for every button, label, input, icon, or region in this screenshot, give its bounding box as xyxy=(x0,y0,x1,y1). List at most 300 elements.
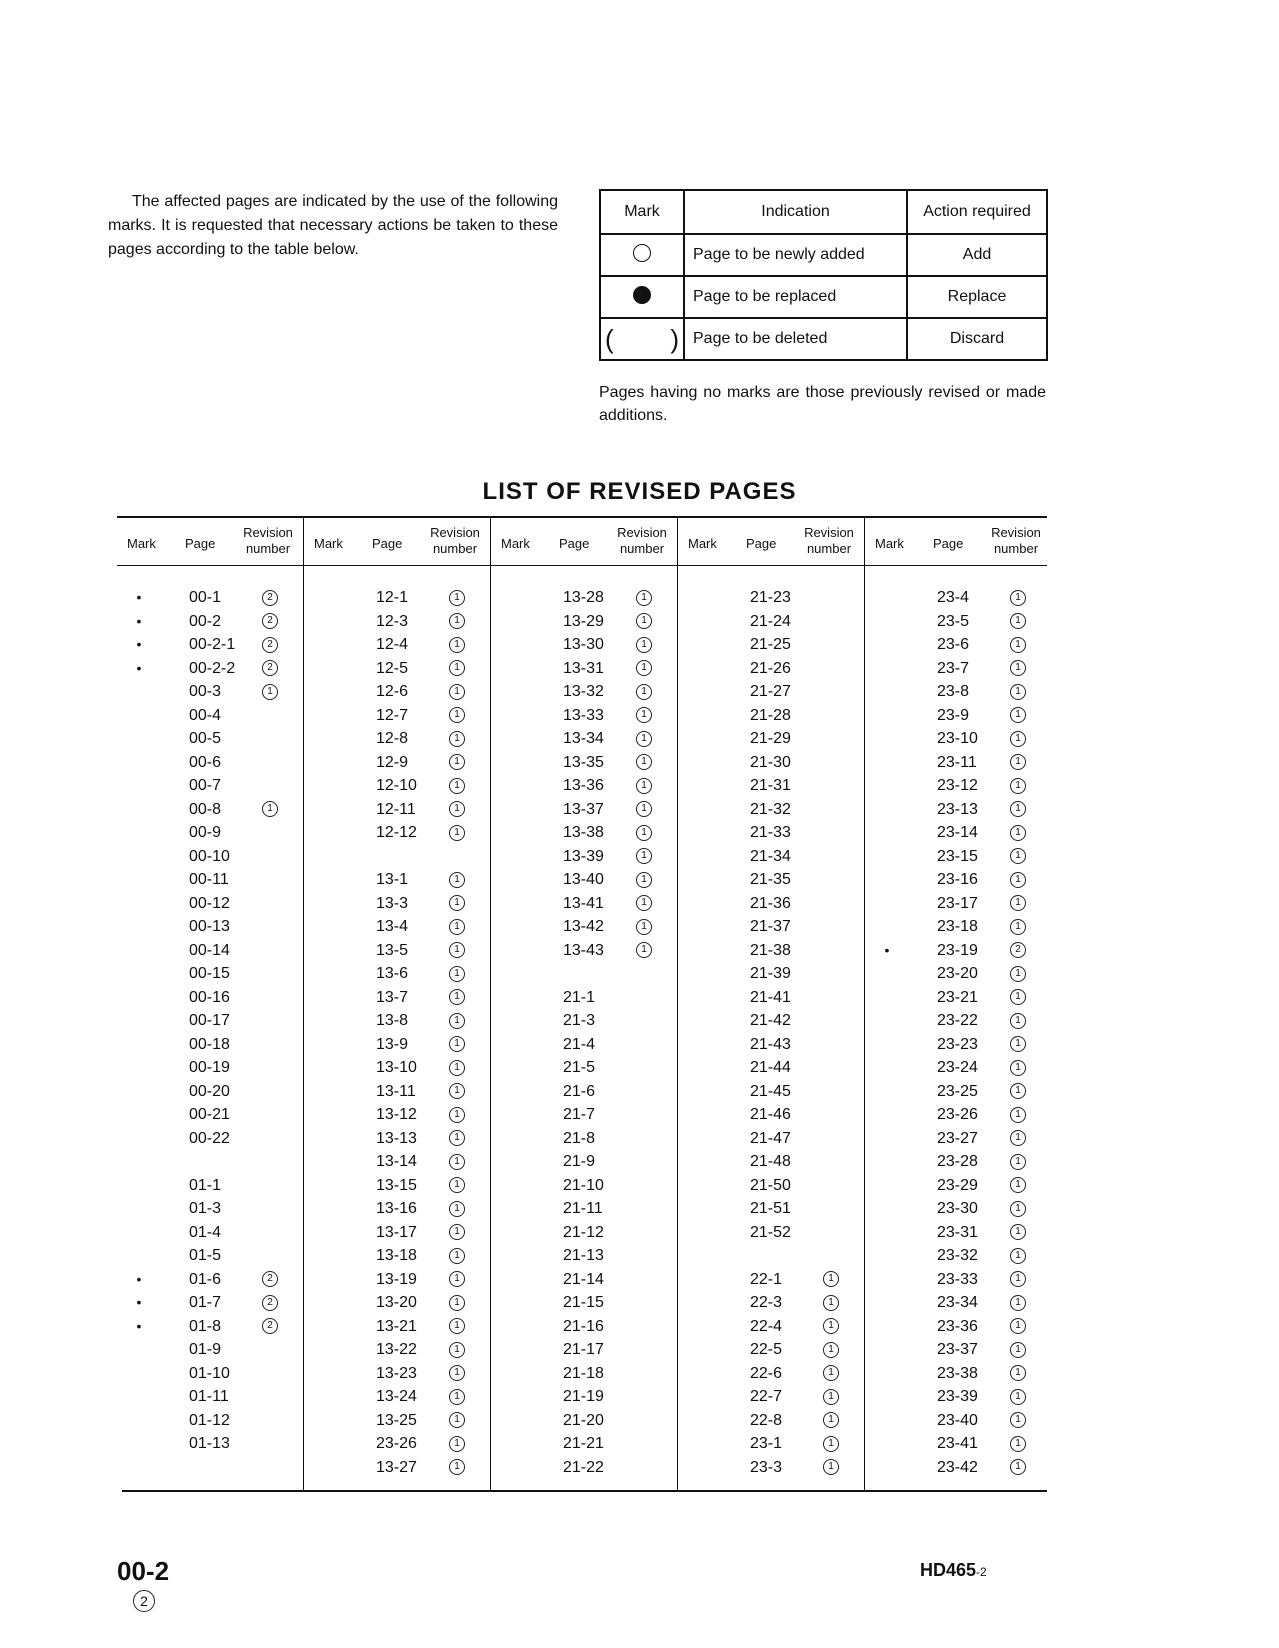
row-page: 21-29 xyxy=(750,730,791,747)
list-row xyxy=(304,1221,490,1245)
revision-badge: 1 xyxy=(1010,1224,1026,1240)
row-page: 13-31 xyxy=(563,659,604,677)
revision-badge: 1 xyxy=(449,1154,465,1170)
list-row xyxy=(117,1103,303,1127)
revision-badge: 1 xyxy=(449,966,465,982)
list-row xyxy=(678,1291,864,1315)
list-row xyxy=(678,1432,864,1456)
row-page: 21-36 xyxy=(750,894,791,912)
revision-badge: 1 xyxy=(449,684,465,700)
revision-badge: 1 xyxy=(636,590,652,606)
list-row xyxy=(491,774,677,798)
row-revision xyxy=(633,751,655,775)
footer-model xyxy=(920,1560,987,1581)
action-cell: Add xyxy=(907,234,1047,276)
list-row xyxy=(491,586,677,610)
marks-row-add xyxy=(600,234,1047,276)
mark-cell xyxy=(600,234,684,276)
revision-badge: 1 xyxy=(449,1342,465,1358)
list-row xyxy=(865,586,1051,610)
row-page: 21-17 xyxy=(563,1341,604,1358)
row-page: 13-29 xyxy=(563,612,604,630)
row-page: 13-14 xyxy=(376,1153,417,1170)
revision-badge: 1 xyxy=(1010,1318,1026,1334)
row-page: 23-18 xyxy=(937,918,978,935)
revised-pages-column xyxy=(304,518,491,1492)
row-page: 21-22 xyxy=(563,1458,604,1476)
row-revision xyxy=(633,915,655,939)
row-page: 21-52 xyxy=(750,1223,791,1241)
row-page: 21-9 xyxy=(563,1153,596,1170)
list-row xyxy=(678,586,864,610)
list-row xyxy=(865,1056,1051,1080)
row-page: 21-43 xyxy=(750,1035,791,1053)
header-mark: Mark xyxy=(600,190,684,234)
column-body xyxy=(304,566,490,1479)
row-page: 13-13 xyxy=(376,1129,417,1147)
row-revision xyxy=(820,1385,842,1409)
revision-badge: 1 xyxy=(1010,754,1026,770)
list-row xyxy=(491,821,677,845)
list-row xyxy=(865,962,1051,986)
list-row xyxy=(491,680,677,704)
revision-badge: 1 xyxy=(262,684,278,700)
row-mark: • xyxy=(136,589,142,605)
revision-badge: 1 xyxy=(449,1436,465,1452)
list-row xyxy=(678,633,864,657)
list-row xyxy=(678,1150,864,1174)
row-revision xyxy=(633,845,655,869)
list-row xyxy=(304,962,490,986)
list-row xyxy=(117,1385,303,1409)
revision-badge: 1 xyxy=(262,801,278,817)
row-revision xyxy=(820,1291,842,1315)
list-row xyxy=(304,633,490,657)
revision-badge: 1 xyxy=(1010,1036,1026,1052)
revision-badge: 1 xyxy=(1010,895,1026,911)
row-page: 01-12 xyxy=(189,1411,230,1429)
list-row xyxy=(678,680,864,704)
list-row xyxy=(304,1315,490,1339)
list-row xyxy=(865,939,1051,963)
row-page: 21-35 xyxy=(750,871,791,888)
revision-badge: 1 xyxy=(1010,1060,1026,1076)
row-page: 13-4 xyxy=(376,918,409,935)
row-revision xyxy=(446,798,468,822)
list-row xyxy=(865,610,1051,634)
row-page: 12-10 xyxy=(376,777,417,794)
revision-badge: 1 xyxy=(1010,1177,1026,1193)
row-revision xyxy=(446,1409,468,1433)
row-page: 13-16 xyxy=(376,1200,417,1217)
col-head-mark: Mark xyxy=(501,536,530,551)
row-page: 21-37 xyxy=(750,918,791,935)
row-revision xyxy=(820,1362,842,1386)
row-revision xyxy=(1007,1338,1029,1362)
row-revision xyxy=(446,657,468,681)
list-row xyxy=(678,1033,864,1057)
row-page: 22-4 xyxy=(750,1317,783,1335)
list-row xyxy=(117,1315,303,1339)
row-page: 13-41 xyxy=(563,894,604,912)
row-page: 21-27 xyxy=(750,683,791,700)
row-revision xyxy=(446,1362,468,1386)
header-indication: Indication xyxy=(684,190,907,234)
revision-badge: 1 xyxy=(636,613,652,629)
row-page: 21-42 xyxy=(750,1012,791,1029)
revision-badge: 1 xyxy=(449,590,465,606)
revision-badge: 2 xyxy=(262,1318,278,1334)
revision-badge: 1 xyxy=(636,731,652,747)
row-page: 00-8 xyxy=(189,800,222,818)
row-page: 00-22 xyxy=(189,1129,230,1147)
list-row xyxy=(117,1409,303,1433)
list-row xyxy=(117,657,303,681)
row-page: 00-17 xyxy=(189,1012,230,1029)
list-row xyxy=(304,610,490,634)
revision-badge: 1 xyxy=(1010,637,1026,653)
row-page: 22-7 xyxy=(750,1388,783,1405)
row-page: 21-8 xyxy=(563,1129,596,1147)
row-page: 13-36 xyxy=(563,777,604,794)
indication-cell: Page to be newly added xyxy=(684,234,907,276)
row-revision xyxy=(1007,962,1029,986)
revision-badge: 1 xyxy=(636,684,652,700)
row-page: 23-22 xyxy=(937,1012,978,1029)
row-page: 12-6 xyxy=(376,683,409,700)
list-row xyxy=(491,1197,677,1221)
revision-badge: 1 xyxy=(449,731,465,747)
row-page: 13-24 xyxy=(376,1388,417,1405)
row-revision xyxy=(1007,657,1029,681)
row-revision xyxy=(1007,1362,1029,1386)
list-row xyxy=(491,1362,677,1386)
list-row xyxy=(304,939,490,963)
column-body xyxy=(865,566,1051,1479)
revision-badge: 1 xyxy=(823,1295,839,1311)
row-page: 01-9 xyxy=(189,1341,222,1358)
list-row xyxy=(117,1080,303,1104)
list-row xyxy=(117,586,303,610)
list-row xyxy=(304,1033,490,1057)
row-page: 13-34 xyxy=(563,730,604,747)
revision-badge: 1 xyxy=(449,825,465,841)
list-row xyxy=(678,1221,864,1245)
list-row xyxy=(491,1174,677,1198)
revision-badge: 1 xyxy=(1010,1154,1026,1170)
row-revision xyxy=(446,1174,468,1198)
row-page: 00-18 xyxy=(189,1035,230,1053)
list-row xyxy=(491,986,677,1010)
footer-revision xyxy=(133,1590,155,1612)
action-cell: Discard xyxy=(907,318,1047,360)
row-page: 21-51 xyxy=(750,1200,791,1217)
revision-badge: 1 xyxy=(449,754,465,770)
list-row xyxy=(491,727,677,751)
list-row xyxy=(865,868,1051,892)
revision-badge: 1 xyxy=(449,1201,465,1217)
list-row xyxy=(117,892,303,916)
revision-badge: 2 xyxy=(262,613,278,629)
revision-badge: 1 xyxy=(823,1342,839,1358)
list-row xyxy=(491,633,677,657)
list-row xyxy=(304,704,490,728)
row-revision xyxy=(446,1009,468,1033)
revision-badge: 1 xyxy=(449,637,465,653)
revision-badge: 1 xyxy=(636,942,652,958)
revision-badge: 1 xyxy=(1010,1083,1026,1099)
row-revision xyxy=(1007,727,1029,751)
row-page: 13-6 xyxy=(376,965,409,982)
list-row xyxy=(304,1197,490,1221)
list-row xyxy=(304,798,490,822)
list-row xyxy=(304,1456,490,1480)
row-page: 01-13 xyxy=(189,1435,230,1452)
row-mark: • xyxy=(136,612,142,629)
list-row xyxy=(491,798,677,822)
revision-badge: 2 xyxy=(262,1295,278,1311)
row-page: 21-12 xyxy=(563,1223,604,1241)
row-revision xyxy=(446,1432,468,1456)
row-page: 23-32 xyxy=(937,1247,978,1264)
revision-badge: 1 xyxy=(1010,1459,1026,1475)
col-head-page: Page xyxy=(185,536,216,551)
column-body xyxy=(491,566,677,1479)
row-revision xyxy=(446,1291,468,1315)
revision-badge: 1 xyxy=(636,660,652,676)
revision-badge: 1 xyxy=(1010,684,1026,700)
revision-badge: 1 xyxy=(636,778,652,794)
revision-badge: 1 xyxy=(1010,1412,1026,1428)
row-page: 00-9 xyxy=(189,824,222,841)
row-page: 23-17 xyxy=(937,894,978,912)
revision-badge: 2 xyxy=(262,1271,278,1287)
revision-badge: 1 xyxy=(449,1177,465,1193)
row-revision xyxy=(1007,1385,1029,1409)
list-row xyxy=(117,986,303,1010)
row-page: 21-33 xyxy=(750,824,791,841)
list-row xyxy=(678,1409,864,1433)
row-page: 12-9 xyxy=(376,753,409,771)
row-page: 23-28 xyxy=(937,1153,978,1170)
revision-badge: 1 xyxy=(1010,1130,1026,1146)
row-page: 13-33 xyxy=(563,706,604,724)
list-row xyxy=(304,1103,490,1127)
list-row xyxy=(865,892,1051,916)
revision-badge: 1 xyxy=(1010,966,1026,982)
row-page: 00-14 xyxy=(189,941,230,959)
row-revision xyxy=(1007,892,1029,916)
row-page: 13-38 xyxy=(563,824,604,841)
list-row xyxy=(865,727,1051,751)
row-revision xyxy=(820,1409,842,1433)
row-revision xyxy=(259,680,281,704)
row-page: 23-25 xyxy=(937,1082,978,1100)
list-row xyxy=(491,1103,677,1127)
row-page: 13-8 xyxy=(376,1012,409,1029)
row-page: 00-2-2 xyxy=(189,659,236,677)
list-row xyxy=(117,798,303,822)
row-revision xyxy=(446,751,468,775)
list-row xyxy=(678,1103,864,1127)
row-page: 23-27 xyxy=(937,1129,978,1147)
row-page: 21-6 xyxy=(563,1082,596,1100)
row-page: 13-11 xyxy=(376,1082,416,1100)
column-body xyxy=(117,566,303,1456)
revision-badge: 1 xyxy=(449,1365,465,1381)
row-revision xyxy=(446,774,468,798)
row-page: 21-46 xyxy=(750,1106,791,1123)
row-revision xyxy=(259,657,281,681)
revision-badge: 1 xyxy=(1010,848,1026,864)
row-page: 01-8 xyxy=(189,1317,222,1335)
list-row xyxy=(304,774,490,798)
row-page: 21-14 xyxy=(563,1270,604,1288)
list-row xyxy=(678,845,864,869)
list-row xyxy=(491,1315,677,1339)
row-revision xyxy=(446,1456,468,1480)
row-revision xyxy=(1007,1033,1029,1057)
row-page: 00-4 xyxy=(189,706,222,724)
row-page: 23-31 xyxy=(937,1223,978,1241)
row-revision xyxy=(446,1268,468,1292)
list-row xyxy=(865,774,1051,798)
row-revision xyxy=(1007,1244,1029,1268)
parentheses-icon: ( ) xyxy=(605,324,679,354)
list-row xyxy=(117,821,303,845)
revision-badge: 1 xyxy=(823,1459,839,1475)
list-row xyxy=(491,1409,677,1433)
list-row xyxy=(304,1009,490,1033)
revision-badge: 1 xyxy=(1010,1201,1026,1217)
list-row xyxy=(304,1409,490,1433)
row-page: 22-6 xyxy=(750,1364,783,1382)
row-mark: • xyxy=(136,1317,142,1334)
row-revision xyxy=(633,774,655,798)
row-page: 21-21 xyxy=(563,1435,604,1452)
col-head-mark: Mark xyxy=(875,536,904,551)
revision-badge: 1 xyxy=(449,1271,465,1287)
list-row xyxy=(117,1056,303,1080)
row-page: 00-19 xyxy=(189,1059,230,1076)
row-page: 13-27 xyxy=(376,1458,417,1476)
row-revision xyxy=(446,1033,468,1057)
list-row xyxy=(117,1268,303,1292)
list-row xyxy=(304,727,490,751)
row-page: 13-15 xyxy=(376,1176,417,1194)
row-page: 23-42 xyxy=(937,1458,978,1476)
row-revision xyxy=(633,586,655,610)
row-page: 21-11 xyxy=(563,1200,603,1217)
row-revision xyxy=(820,1456,842,1480)
revision-badge: 1 xyxy=(449,1013,465,1029)
list-row xyxy=(117,751,303,775)
row-revision xyxy=(1007,1127,1029,1151)
row-revision xyxy=(259,1268,281,1292)
revision-badge: 1 xyxy=(1010,1013,1026,1029)
row-page: 00-15 xyxy=(189,965,230,982)
row-revision xyxy=(633,798,655,822)
list-row xyxy=(865,657,1051,681)
row-page: 23-40 xyxy=(937,1411,978,1429)
revision-badge: 2 xyxy=(262,590,278,606)
row-page: 21-19 xyxy=(563,1388,604,1405)
col-head-mark: Mark xyxy=(127,536,156,551)
row-revision xyxy=(446,892,468,916)
revision-badge: 1 xyxy=(636,919,652,935)
row-page: 12-5 xyxy=(376,659,409,677)
row-page: 21-39 xyxy=(750,965,791,982)
list-row xyxy=(117,1127,303,1151)
row-page: 21-41 xyxy=(750,988,791,1006)
col-head-revision: Revision number xyxy=(804,525,854,556)
list-row xyxy=(117,1338,303,1362)
row-page: 13-28 xyxy=(563,589,604,606)
row-page: 13-35 xyxy=(563,753,604,771)
row-page: 23-30 xyxy=(937,1200,978,1217)
row-page: 00-20 xyxy=(189,1082,230,1100)
list-row xyxy=(117,868,303,892)
col-head-revision: Revision number xyxy=(991,525,1041,556)
row-page: 23-6 xyxy=(937,636,970,653)
row-revision xyxy=(446,1127,468,1151)
revision-badge: 1 xyxy=(636,895,652,911)
row-revision xyxy=(633,680,655,704)
list-row xyxy=(491,1432,677,1456)
row-page: 23-15 xyxy=(937,847,978,865)
column-header xyxy=(117,518,303,566)
list-row xyxy=(865,1338,1051,1362)
row-revision xyxy=(1007,1315,1029,1339)
row-mark: • xyxy=(884,941,890,958)
revision-badge: 1 xyxy=(636,637,652,653)
list-row xyxy=(304,1174,490,1198)
row-page: 23-41 xyxy=(937,1435,978,1452)
row-revision xyxy=(633,727,655,751)
row-page: 21-50 xyxy=(750,1176,791,1194)
row-page: 12-12 xyxy=(376,824,417,841)
row-revision xyxy=(446,1244,468,1268)
row-page: 23-26 xyxy=(376,1435,417,1452)
revision-badge: 1 xyxy=(1010,872,1026,888)
revision-badge: 2 xyxy=(133,1590,155,1612)
list-row xyxy=(865,1244,1051,1268)
list-row xyxy=(117,774,303,798)
indication-cell: Page to be replaced xyxy=(684,276,907,318)
list-row xyxy=(865,1409,1051,1433)
list-row xyxy=(117,962,303,986)
list-row xyxy=(491,1056,677,1080)
list-row xyxy=(678,1056,864,1080)
row-revision xyxy=(1007,586,1029,610)
list-row xyxy=(491,1009,677,1033)
row-page: 23-1 xyxy=(750,1435,783,1452)
revision-badge: 1 xyxy=(449,801,465,817)
revision-badge: 1 xyxy=(1010,590,1026,606)
row-page: 13-1 xyxy=(376,871,409,888)
list-row xyxy=(865,680,1051,704)
indication-cell: Page to be deleted xyxy=(684,318,907,360)
row-page: 13-5 xyxy=(376,941,409,959)
row-revision xyxy=(1007,1221,1029,1245)
list-row xyxy=(678,1456,864,1480)
revision-badge: 2 xyxy=(262,637,278,653)
row-revision xyxy=(446,704,468,728)
col-head-page: Page xyxy=(372,536,403,551)
revision-badge: 1 xyxy=(1010,1107,1026,1123)
revision-badge: 1 xyxy=(1010,1389,1026,1405)
row-page: 00-12 xyxy=(189,894,230,912)
